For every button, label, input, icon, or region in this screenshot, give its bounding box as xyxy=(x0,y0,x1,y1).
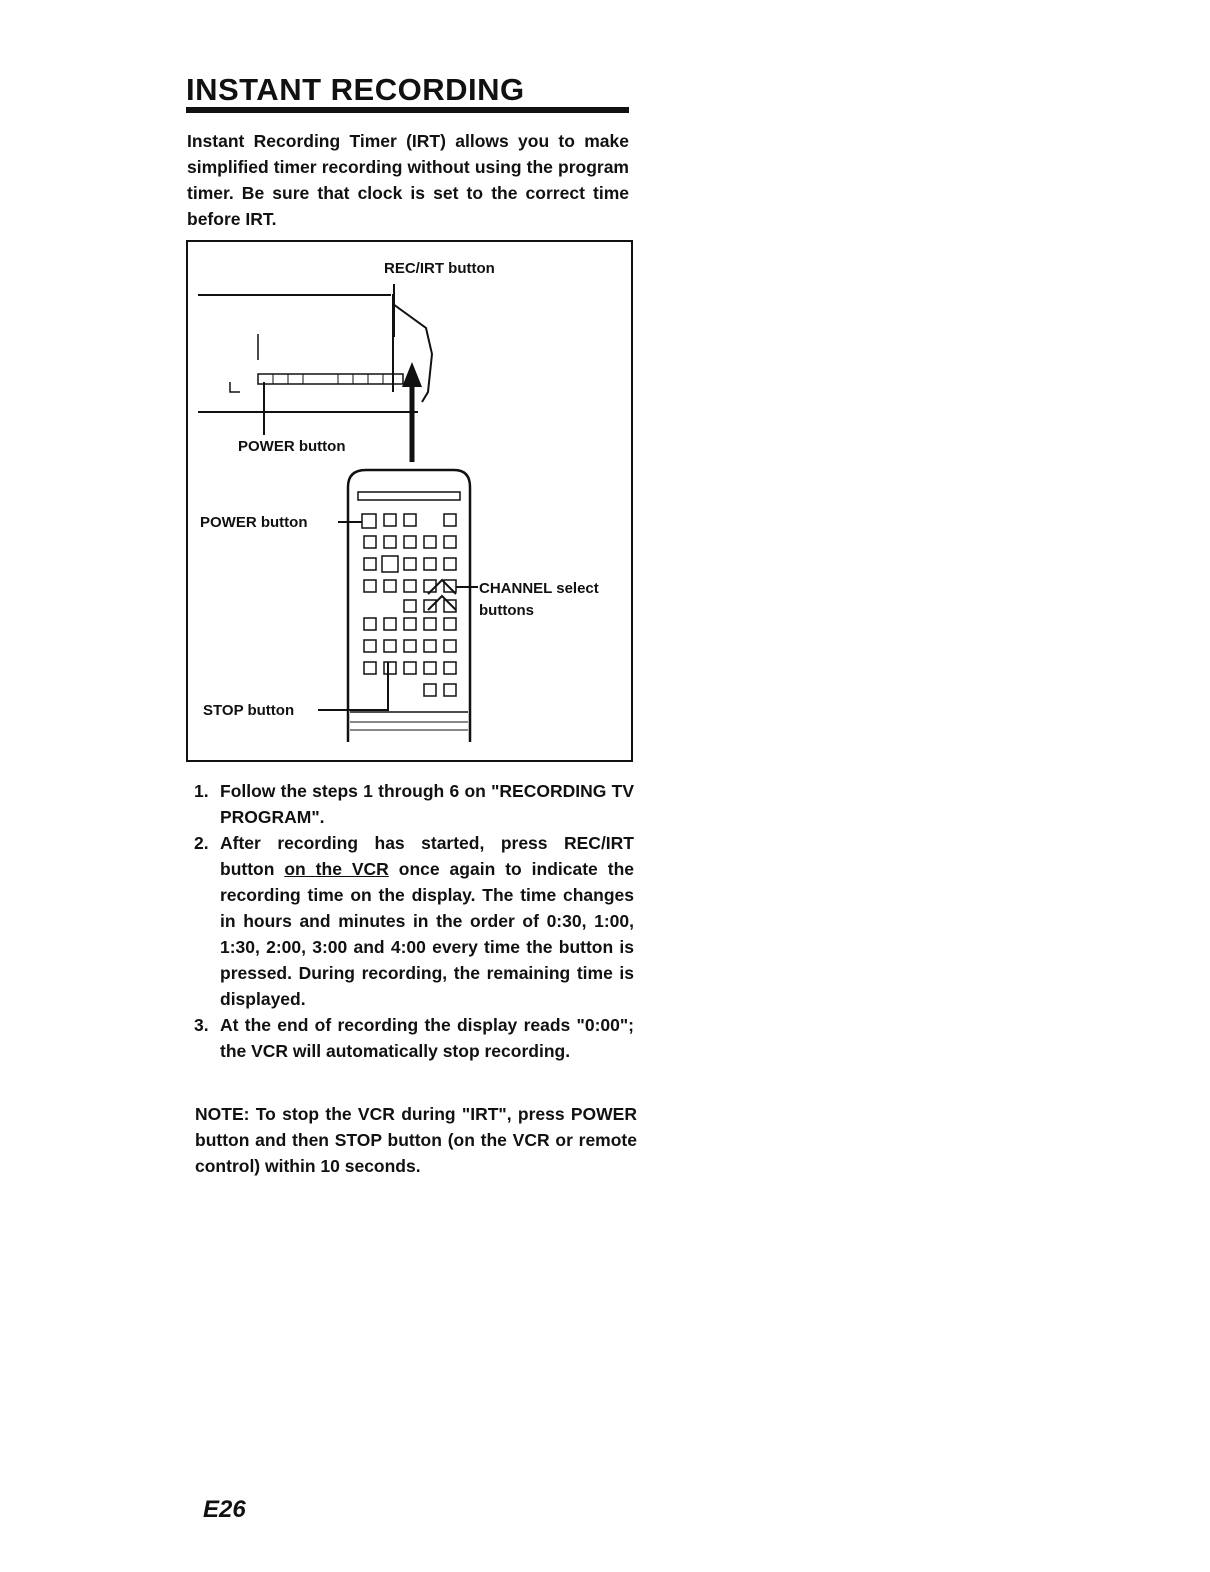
remote-buttons xyxy=(362,514,478,696)
vcr-remote-diagram xyxy=(186,240,633,762)
step-text: At the end of recording the display reads "0:00"; the VCR will automatically stop recording. xyxy=(220,1015,634,1061)
step-number: 2. xyxy=(194,833,209,853)
step-text: once again to indicate the recording time on the display. The time changes in hours and minutes in the order of 0:30, 1:00, 1:30, 2:00, 3:00 and 4:00 every time the button is pressed. During recording, the remaining time is displayed. xyxy=(220,859,634,1009)
step-text: Follow the steps 1 through 6 on "RECORDING TV PROGRAM". xyxy=(220,781,634,827)
leader-lines xyxy=(264,284,394,710)
note-paragraph xyxy=(195,1101,637,1179)
diagram-drawing xyxy=(188,242,635,764)
note-text: To stop the VCR during "IRT", press POWER button and then STOP button (on the VCR or remote control) within 10 seconds. xyxy=(195,1104,637,1176)
vcr-outline xyxy=(198,294,432,412)
step-item xyxy=(194,830,634,1012)
step-number: 1. xyxy=(194,781,209,801)
title-underline xyxy=(186,107,629,113)
intro-paragraph: Instant Recording Timer (IRT) allows you to make simplified timer recording without using the program timer. Be sure that clock is set to the correct time before IRT. xyxy=(187,131,629,229)
stop-label: STOP button xyxy=(203,702,295,719)
page-number: E26 xyxy=(203,1496,246,1523)
note-label: NOTE: xyxy=(195,1104,250,1124)
rec-irt-label: REC/IRT button xyxy=(384,260,495,277)
channel-buttons-label: buttons xyxy=(479,602,534,619)
channel-select-label: CHANNEL select xyxy=(479,580,599,597)
step-item xyxy=(194,778,634,830)
step-number: 3. xyxy=(194,1015,209,1035)
step-text: After recording has started, press REC/IRT button xyxy=(220,833,634,879)
page-title: INSTANT RECORDING xyxy=(186,72,525,107)
step-text-underlined: on the VCR xyxy=(284,859,389,879)
steps-list xyxy=(194,778,634,1064)
step-item xyxy=(194,1012,634,1064)
vcr-power-label: POWER button xyxy=(238,438,346,455)
remote-power-label: POWER button xyxy=(200,514,308,531)
